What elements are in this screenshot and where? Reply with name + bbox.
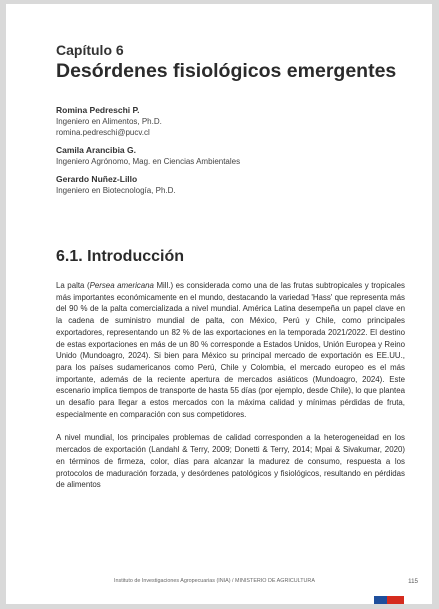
footer-institution: Instituto de Investigaciones Agropecuarias (INIA) / MINISTERIO DE AGRICULTURA — [114, 578, 315, 584]
author-email: romina.pedreschi@pucv.cl — [56, 128, 150, 137]
flag-blue-stripe — [374, 596, 387, 604]
document-page — [6, 4, 432, 604]
flag-red-stripe — [387, 596, 404, 604]
paragraph — [56, 280, 405, 420]
paragraph-italic: Persea americana — [89, 281, 154, 290]
page-number: 115 — [408, 578, 418, 585]
author-block — [56, 144, 396, 167]
author-block — [56, 173, 396, 196]
paragraph-text: La palta ( — [56, 281, 90, 290]
author-degree: Ingeniero en Biotecnología, Ph.D. — [56, 186, 176, 195]
section-heading: 6.1. Introducción — [56, 248, 185, 265]
author-block — [56, 104, 396, 138]
paragraph-text: Mill.) es considerada como una de las frutas subtropicales y tropicales más importantes económicamente en el mundo, destacando la variedad 'Hass' que representa más del 90 % de la palta comercializada a nivel mundial. América Latina desempeña un papel clave en la cadena de suministro mundial de palta, con México, Perú y Chile, como principales exportadores, representando un 82 % de las exportaciones en la temporada 2021/2022. El destino de estas exportaciones en más de un 80 % corresponde a Estados Unidos, Unión Europea y Reino Unido (Mundoagro, 2024). Si bien para México su principal mercado de exportación es EE.UU., para los países sudamericanos como Perú, Chile y Colombia, el mercado europeo es el más importante, además de la reciente apertura de mercados asiáticos (Mundoagro, 2024). Este escenario implica tiempos de transporte de hasta 55 días (por ejemplo, desde Chile), lo que plantea un desafío para llegar a estos mercados con la máxima calidad y mínimas pérdidas de fruta, especialmente en comparación con sus competidores. — [56, 281, 405, 419]
paragraph-text: A nivel mundial, los principales problemas de calidad corresponden a la heterogeneidad en los mercados de exportación (Landahl & Terry, 2009; Donetti & Terry, 2014; Mpai & Sivakumar, 2020) en términos de firmeza, color, días para alcanzar la madurez de consumo, respuesta a los protocolos de maduración forzada, y desórdenes patológicos y fisiológicos, resultando en pérdidas de alimentos — [56, 433, 405, 490]
author-degree: Ingeniero Agrónomo, Mag. en Ciencias Ambientales — [56, 157, 241, 166]
body-text — [56, 280, 405, 503]
flag-icon — [374, 596, 404, 604]
paragraph — [56, 432, 405, 491]
author-name: Camila Arancibia G. — [56, 145, 136, 155]
chapter-title: Desórdenes fisiológicos emergentes — [56, 60, 397, 82]
author-name: Gerardo Nuñez-Lillo — [56, 174, 138, 184]
chapter-label: Capítulo 6 — [56, 42, 124, 58]
author-degree: Ingeniero en Alimentos, Ph.D. — [56, 117, 162, 126]
page-footer — [114, 578, 418, 584]
author-list — [56, 104, 396, 202]
author-name: Romina Pedreschi P. — [56, 105, 140, 115]
